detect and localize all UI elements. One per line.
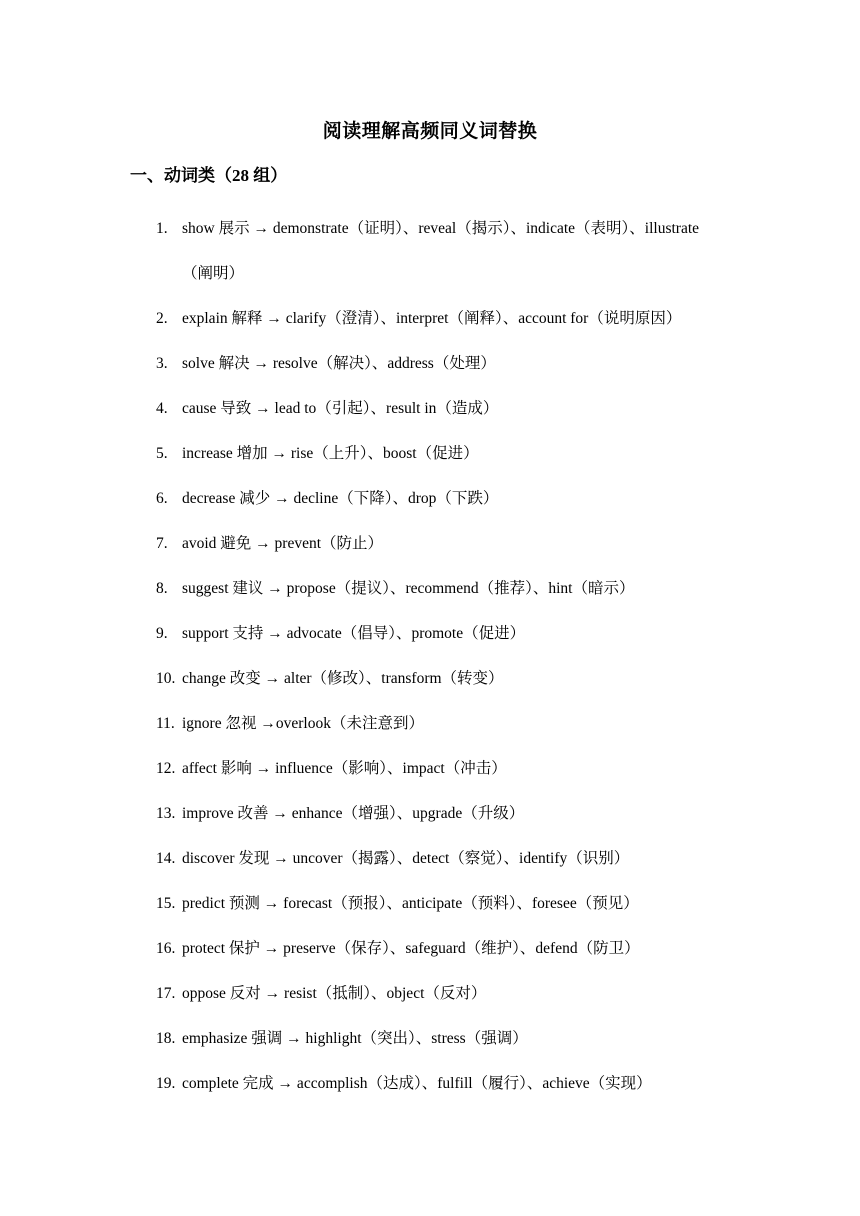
item-text: support 支持 → advocate（倡导）、promote（促进） (182, 625, 526, 642)
section-heading: 一、动词类（28 组） (130, 166, 288, 185)
item-number: 1. (156, 220, 168, 237)
list-item (156, 611, 756, 656)
item-number: 3. (156, 355, 168, 372)
item-number: 19. (156, 1075, 176, 1092)
list-item (156, 971, 756, 1016)
list-item (156, 836, 756, 881)
document-title: 阅读理解高频同义词替换 (322, 121, 538, 142)
synonym-list (156, 206, 756, 1106)
list-item (156, 1016, 756, 1061)
list-item (156, 296, 756, 341)
item-number: 13. (156, 805, 176, 822)
list-item (156, 206, 756, 296)
list-item (156, 701, 756, 746)
item-text: improve 改善 → enhance（增强）、upgrade（升级） (182, 805, 525, 822)
item-text-continuation: （阐明） (182, 265, 245, 282)
list-item (156, 746, 756, 791)
item-text: change 改变 → alter（修改）、transform（转变） (182, 670, 504, 687)
item-text: avoid 避免 → prevent（防止） (182, 535, 384, 552)
list-item (156, 476, 756, 521)
item-text: cause 导致 → lead to（引起）、result in（造成） (182, 400, 499, 417)
list-item (156, 566, 756, 611)
list-item (156, 791, 756, 836)
item-number: 4. (156, 400, 168, 417)
item-text: increase 增加 → rise（上升）、boost（促进） (182, 445, 479, 462)
item-number: 2. (156, 310, 168, 327)
item-number: 7. (156, 535, 168, 552)
list-item (156, 341, 756, 386)
list-item (156, 656, 756, 701)
item-text: suggest 建议 → propose（提议）、recommend（推荐）、hint（暗示） (182, 580, 635, 597)
list-item (156, 386, 756, 431)
item-number: 10. (156, 670, 176, 687)
item-number: 12. (156, 760, 176, 777)
item-number: 14. (156, 850, 176, 867)
item-number: 6. (156, 490, 168, 507)
item-text: predict 预测 → forecast（预报）、anticipate（预料）、foresee（预见） (182, 895, 639, 912)
item-number: 15. (156, 895, 176, 912)
item-text: explain 解释 → clarify（澄清）、interpret（阐释）、account for（说明原因） (182, 310, 682, 327)
item-text: complete 完成 → accomplish（达成）、fulfill（履行）、achieve（实现） (182, 1075, 652, 1092)
item-text: decrease 减少 → decline（下降）、drop（下跌） (182, 490, 499, 507)
list-item (156, 1061, 756, 1106)
item-number: 18. (156, 1030, 176, 1047)
item-number: 5. (156, 445, 168, 462)
list-item (156, 926, 756, 971)
list-item (156, 431, 756, 476)
list-item (156, 521, 756, 566)
item-number: 9. (156, 625, 168, 642)
item-text: emphasize 强调 → highlight（突出）、stress（强调） (182, 1030, 528, 1047)
item-text: show 展示 → demonstrate（证明）、reveal（揭示）、indicate（表明）、illustrate (182, 220, 700, 237)
item-text: protect 保护 → preserve（保存）、safeguard（维护）、defend（防卫） (182, 940, 640, 957)
item-number: 16. (156, 940, 176, 957)
item-number: 8. (156, 580, 168, 597)
item-number: 11. (156, 715, 175, 732)
item-text: solve 解决 → resolve（解决）、address（处理） (182, 355, 496, 372)
item-text: discover 发现 → uncover（揭露）、detect（察觉）、identify（识别） (182, 850, 630, 867)
item-text: ignore 忽视 →overlook（未注意到） (182, 715, 424, 732)
item-number: 17. (156, 985, 176, 1002)
list-item (156, 881, 756, 926)
item-text: affect 影响 → influence（影响）、impact（冲击） (182, 760, 507, 777)
item-text: oppose 反对 → resist（抵制）、object（反对） (182, 985, 487, 1002)
